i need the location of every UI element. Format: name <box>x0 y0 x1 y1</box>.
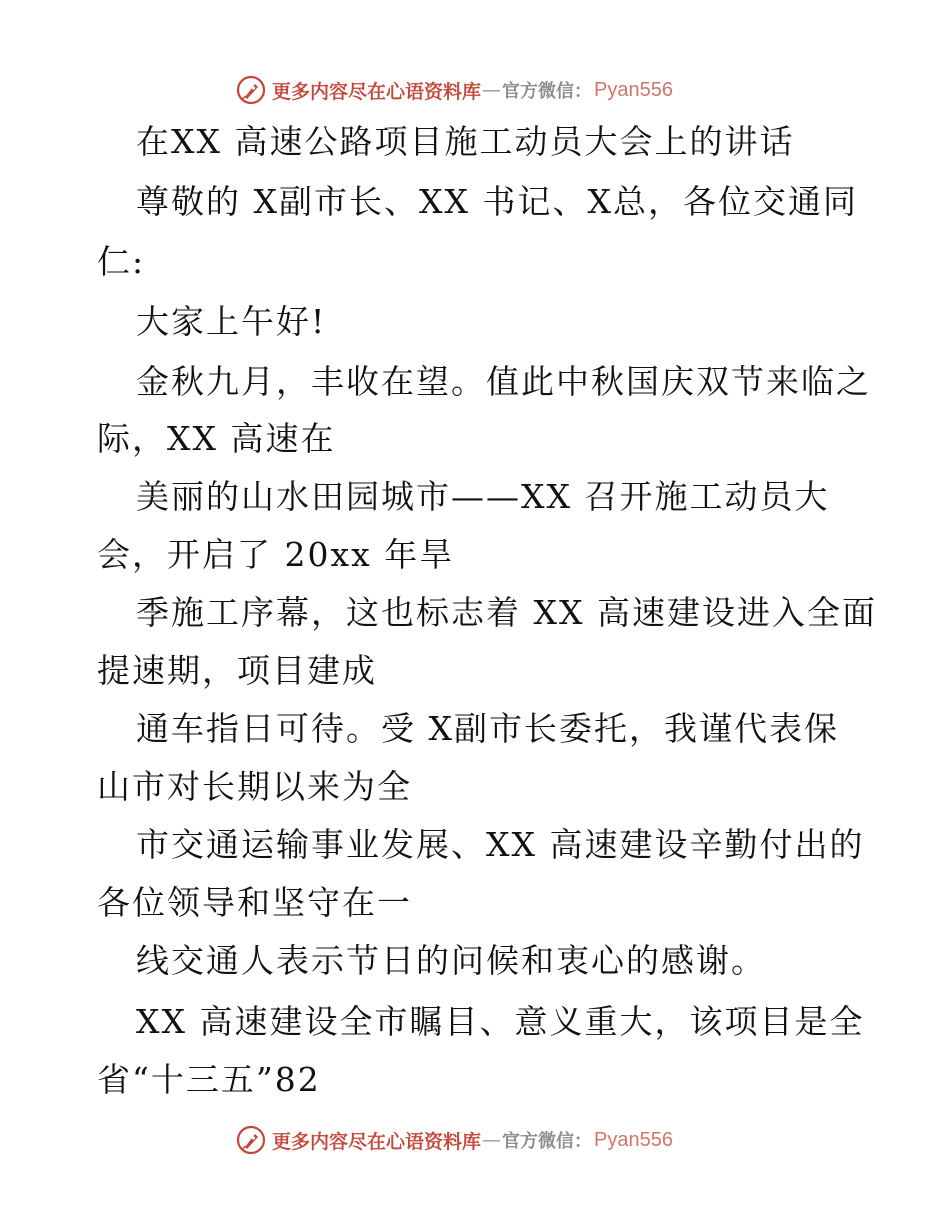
document-line: 省“十三五”82 <box>97 1060 321 1099</box>
document-line: 线交通人表示节日的问候和衷心的感谢。 <box>136 941 766 980</box>
footer-banner-id: Pyan556 <box>594 1128 673 1151</box>
document-line: 提速期，项目建成 <box>97 651 377 690</box>
document-line: 市交通运输事业发展、XX 高速建设辛勤付出的 <box>136 825 865 864</box>
pen-nib-logo-icon <box>236 75 266 105</box>
document-line: 通车指日可待。受 X副市长委托，我谨代表保 <box>136 709 839 748</box>
header-banner <box>0 70 950 110</box>
footer-banner-text: 更多内容尽在心语资料库 <box>272 1130 482 1153</box>
header-banner-content <box>236 74 673 106</box>
document-line: 金秋九月，丰收在望。值此中秋国庆双节来临之 <box>136 362 871 401</box>
document-line: 仁: <box>97 242 146 281</box>
document-line: 季施工序幕，这也标志着 XX 高速建设进入全面 <box>136 593 877 632</box>
document-line: 尊敬的 X副市长、XX 书记、X总，各位交通同 <box>136 182 858 221</box>
footer-banner-label: 官方微信： <box>502 1131 593 1152</box>
header-banner-text: 更多内容尽在心语资料库 <box>272 80 482 103</box>
header-banner-label: 官方微信： <box>502 81 593 102</box>
document-line: 会，开启了 20xx 年旱 <box>97 535 455 574</box>
pen-nib-logo-icon <box>236 1125 266 1155</box>
footer-banner-dash: — <box>482 1129 502 1151</box>
footer-banner <box>0 1120 950 1160</box>
document-line: 山市对长期以来为全 <box>97 767 412 806</box>
footer-banner-content <box>236 1124 673 1156</box>
document-line: XX 高速建设全市瞩目、意义重大，该项目是全 <box>136 1002 865 1041</box>
document-line: 大家上午好! <box>136 302 327 341</box>
header-banner-dash: — <box>482 79 502 101</box>
header-banner-id: Pyan556 <box>594 78 673 101</box>
document-line: 美丽的山水田园城市——XX 召开施工动员大 <box>136 477 830 516</box>
document-line: 际，XX 高速在 <box>97 419 336 458</box>
document-line: 各位领导和坚守在一 <box>97 883 412 922</box>
document-title: 在XX 高速公路项目施工动员大会上的讲话 <box>136 122 795 161</box>
